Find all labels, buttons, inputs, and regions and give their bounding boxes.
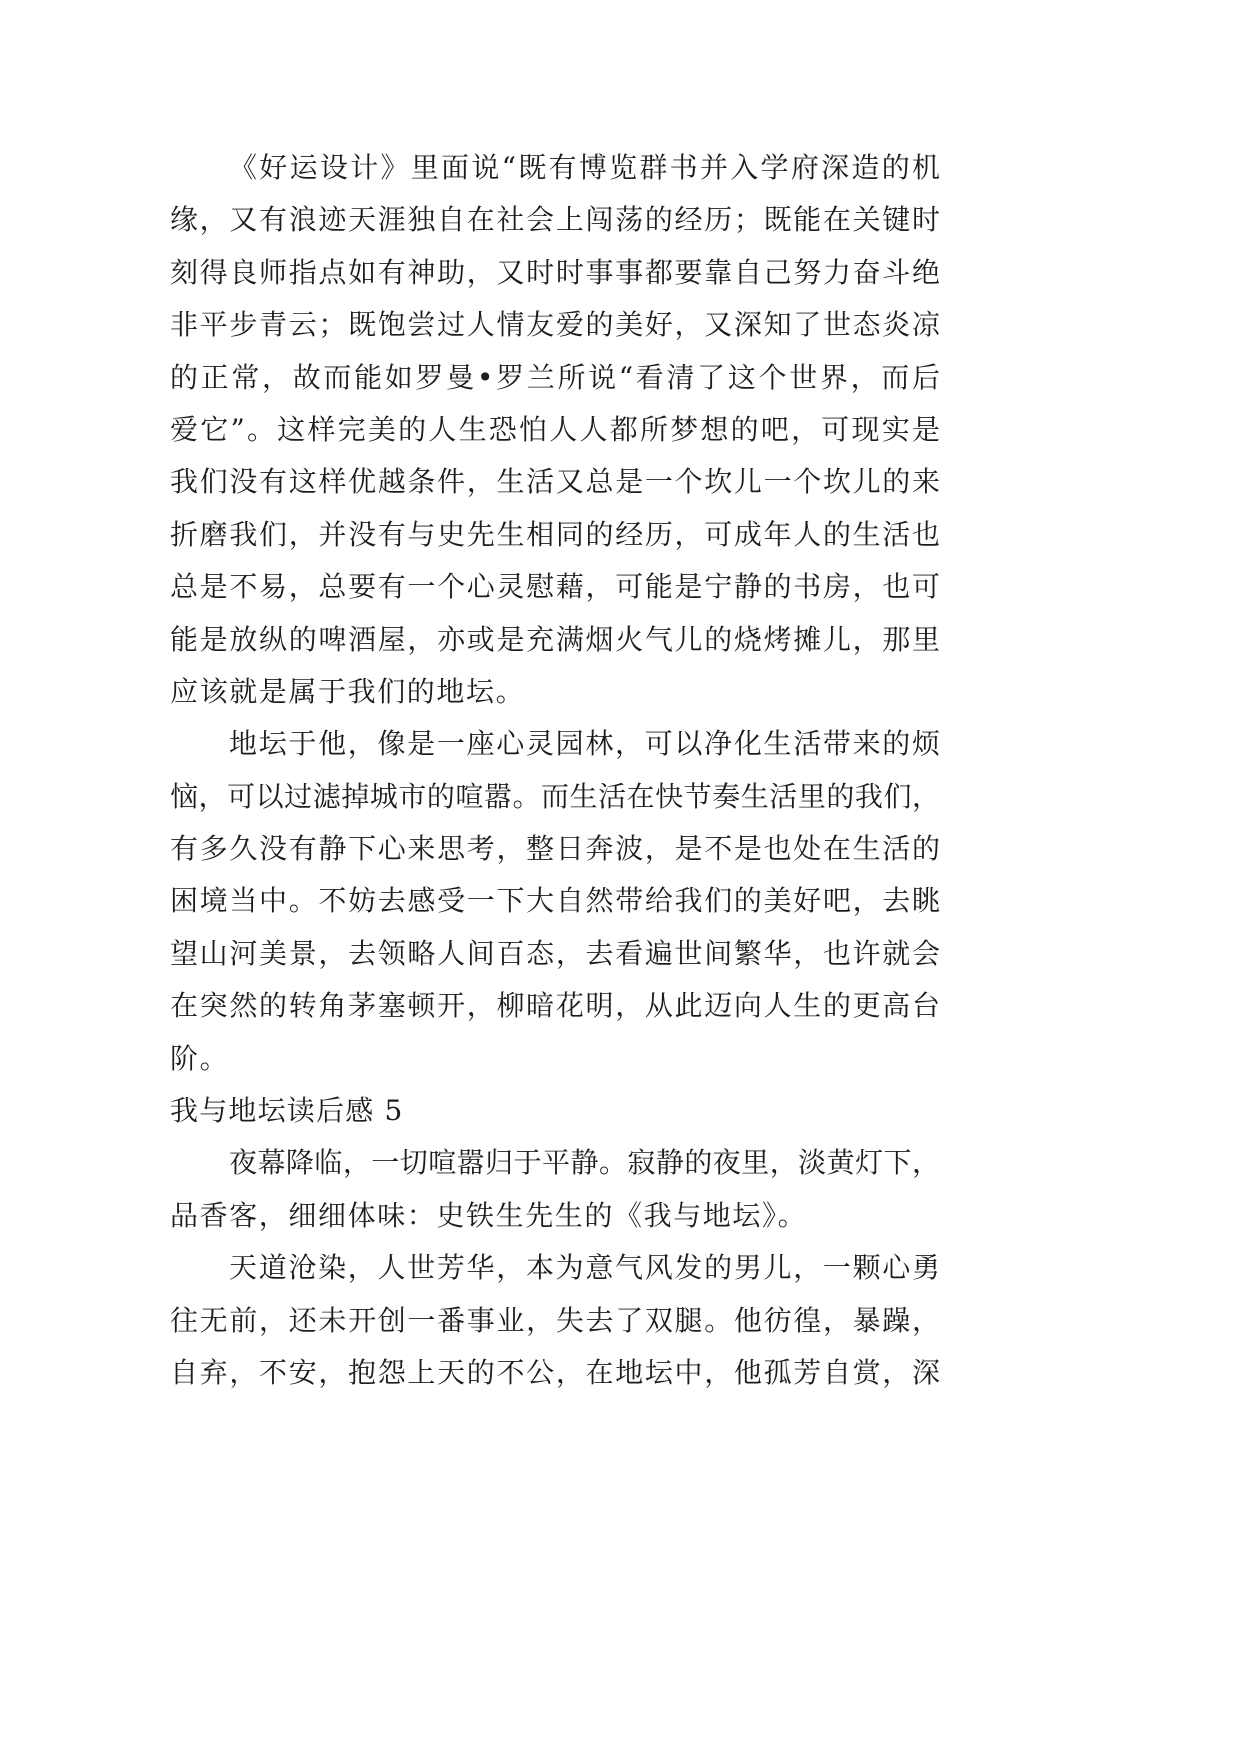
- text-line: 地坛于他，像是一座心灵园林，可以净化生活带来的烦: [229, 727, 940, 761]
- text-line: 的正常，故而能如罗曼•罗兰所说“看清了这个世界，而后: [170, 360, 940, 394]
- text-line: 折磨我们，并没有与史先生相同的经历，可成年人的生活也: [170, 517, 940, 551]
- paragraph: [170, 718, 940, 1085]
- text-line: 往无前，还未开创一番事业，失去了双腿。他彷徨，暴躁，: [170, 1303, 940, 1337]
- text-line: 夜幕降临，一切喧嚣归于平静。寂静的夜里，淡黄灯下，: [229, 1146, 940, 1180]
- text-line: 缘，又有浪迹天涯独自在社会上闯荡的经历；既能在关键时: [170, 203, 940, 237]
- text-line: 困境当中。不妨去感受一下大自然带给我们的美好吧，去眺: [170, 884, 940, 918]
- text-line: 望山河美景，去领略人间百态，去看遍世间繁华，也许就会: [170, 936, 940, 970]
- text-line: 天道沧染，人世芳华，本为意气风发的男儿，一颗心勇: [229, 1251, 940, 1285]
- text-line: 非平步青云；既饱尝过人情友爱的美好，又深知了世态炎凉: [170, 308, 940, 342]
- text-line: 能是放纵的啤酒屋，亦或是充满烟火气儿的烧烤摊儿，那里: [170, 622, 940, 656]
- text-line: 恼，可以过滤掉城市的喧嚣。而生活在快节奏生活里的我们，: [170, 779, 940, 813]
- paragraph: [170, 1137, 940, 1242]
- text-line: 爱它”。这样完美的人生恐怕人人都所梦想的吧，可现实是: [170, 412, 940, 446]
- text-line: 《好运设计》里面说“既有博览群书并入学府深造的机: [229, 151, 940, 184]
- text-line: 在突然的转角茅塞顿开，柳暗花明，从此迈向人生的更高台: [170, 989, 940, 1023]
- document-body: [170, 142, 940, 1399]
- text-line: 自弃，不安，抱怨上天的不公，在地坛中，他孤芳自赏，深: [170, 1355, 940, 1389]
- paragraph: [170, 1242, 940, 1399]
- text-line: 刻得良师指点如有神助，又时时事事都要靠自己努力奋斗绝: [170, 255, 940, 289]
- text-line: 总是不易，总要有一个心灵慰藉，可能是宁静的书房，也可: [170, 570, 940, 604]
- paragraph: [170, 142, 940, 718]
- text-line: 我们没有这样优越条件，生活又总是一个坎儿一个坎儿的来: [170, 465, 940, 499]
- text-line: 阶。: [170, 1041, 230, 1075]
- text-line: 品香客，细细体味：史铁生先生的《我与地坛》。: [170, 1198, 808, 1232]
- text-line: 应该就是属于我们的地坛。: [170, 674, 526, 708]
- text-line: 有多久没有静下心来思考，整日奔波，是不是也处在生活的: [170, 832, 940, 866]
- section-heading: 我与地坛读后感 5: [170, 1094, 404, 1128]
